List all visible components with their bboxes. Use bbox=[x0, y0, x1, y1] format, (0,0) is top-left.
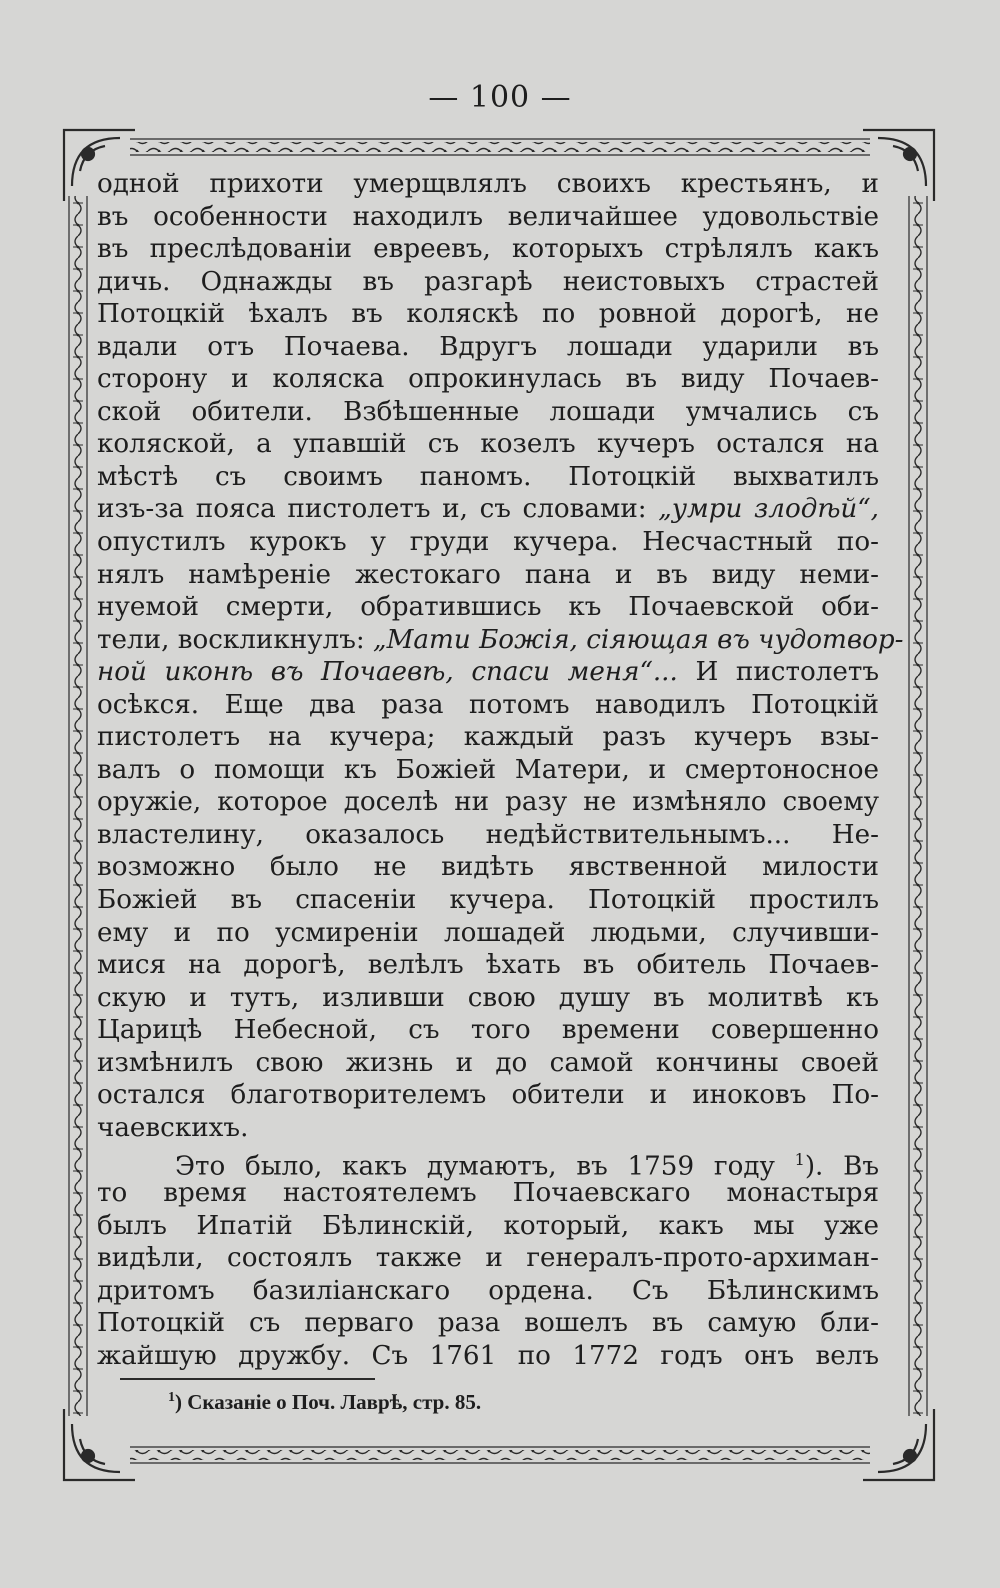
text-line: сторону и коляска опрокинулась въ виду Почаев- bbox=[97, 364, 879, 395]
body-text bbox=[97, 168, 904, 1372]
text-line: ской обители. Взбѣшенные лошади умчались съ bbox=[97, 396, 879, 427]
text-line: жайшую дружбу. Съ 1761 по 1772 годъ онъ велъ bbox=[97, 1340, 879, 1371]
text-line: то время настоятелемъ Почаевскаго монастыря bbox=[97, 1177, 879, 1208]
text-line: скую и тутъ, изливши свою душу въ молитвѣ къ bbox=[97, 982, 879, 1013]
text-line: чаевскихъ. bbox=[97, 1112, 249, 1143]
quote-text: „Мати Божія, сіяющая въ чудотвор- bbox=[373, 624, 904, 655]
text-line: одной прихоти умерщвлялъ своихъ крестьянъ, и bbox=[97, 169, 879, 199]
text-line: властелину, оказалось недѣйствительнымъ... Не- bbox=[97, 819, 879, 850]
text-line bbox=[97, 624, 904, 657]
text-line bbox=[97, 656, 879, 689]
text-line: видѣли, состоялъ также и генералъ-прото-архиман- bbox=[97, 1243, 879, 1274]
text-line: возможно было не видѣть явственной милости bbox=[97, 852, 879, 883]
text-line: нялъ намѣреніе жестокаго пана и въ виду неми- bbox=[97, 559, 879, 590]
text-segment: тели, воскликнулъ: bbox=[97, 624, 365, 655]
text-line: мѣстѣ съ своимъ паномъ. Потоцкій выхватилъ bbox=[97, 461, 879, 492]
text-segment: Это было, какъ думаютъ, въ 1759 году bbox=[175, 1152, 775, 1183]
text-line bbox=[97, 493, 879, 526]
text-line: въ особенности находилъ величайшее удовольствіе bbox=[97, 201, 879, 232]
text-line: въ преслѣдованіи евреевъ, которыхъ стрѣлялъ какъ bbox=[97, 234, 879, 265]
text-line: ему и по усмиреніи лошадей людьми, случивши- bbox=[97, 917, 879, 948]
text-line: остался благотворителемъ обители и иноковъ По- bbox=[97, 1080, 879, 1111]
text-line bbox=[97, 1144, 879, 1183]
text-line: опустилъ курокъ у груди кучера. Несчастный по- bbox=[97, 527, 879, 558]
text-line: осѣкся. Еще два раза потомъ наводилъ Потоцкій bbox=[97, 689, 879, 720]
footnote-marker: 1 bbox=[168, 1390, 175, 1405]
text-line: нуемой смерти, обратившись къ Почаевской оби- bbox=[97, 592, 879, 623]
text-line: дритомъ базиліанскаго ордена. Съ Бѣлинскимъ bbox=[97, 1275, 879, 1306]
page-number: — 100 — bbox=[428, 80, 572, 115]
text-line: валъ о помощи къ Божіей Матери, и смертоносное bbox=[97, 754, 879, 785]
text-line: Потоцкій съ перваго раза вошелъ въ самую бли- bbox=[97, 1308, 879, 1339]
text-line: коляской, а упавшій съ козелъ кучеръ остался на bbox=[97, 429, 879, 460]
quote-text: „умри злодѣй“, bbox=[658, 494, 880, 525]
footnote bbox=[168, 1390, 481, 1415]
footnote-text: ) Сказаніе о Поч. Лаврѣ, стр. 85. bbox=[175, 1390, 482, 1414]
text-line: Царицѣ Небесной, съ того времени совершенно bbox=[97, 1015, 879, 1046]
text-line: Потоцкій ѣхалъ въ коляскѣ по ровной дорогѣ, не bbox=[97, 299, 879, 330]
quote-text: ной иконѣ въ Почаевѣ, спаси меня“... bbox=[97, 657, 678, 688]
text-line: мися на дорогѣ, велѣлъ ѣхать въ обитель Почаев- bbox=[97, 950, 879, 981]
text-line: оружіе, которое доселѣ ни разу не измѣняло своему bbox=[97, 787, 879, 818]
text-line: Божіей въ спасеніи кучера. Потоцкій простилъ bbox=[97, 885, 879, 916]
text-segment: изъ-за пояса пистолетъ и, съ словами: bbox=[97, 494, 647, 525]
text-line: былъ Ипатій Бѣлинскій, который, какъ мы уже bbox=[97, 1210, 879, 1241]
text-line: пистолетъ на кучера; каждый разъ кучеръ взы- bbox=[97, 722, 879, 753]
text-line: измѣнилъ свою жизнь и до самой кончины своей bbox=[97, 1047, 879, 1078]
footnote-divider bbox=[120, 1378, 375, 1380]
text-line: дичь. Однажды въ разгарѣ неистовыхъ страстей bbox=[97, 266, 879, 297]
text-line: вдали отъ Почаева. Вдругъ лошади ударили въ bbox=[97, 331, 879, 362]
text-segment: ). Въ bbox=[804, 1152, 879, 1183]
text-segment: И пистолетъ bbox=[695, 657, 880, 688]
footnote-reference[interactable]: 1 bbox=[794, 1150, 805, 1170]
